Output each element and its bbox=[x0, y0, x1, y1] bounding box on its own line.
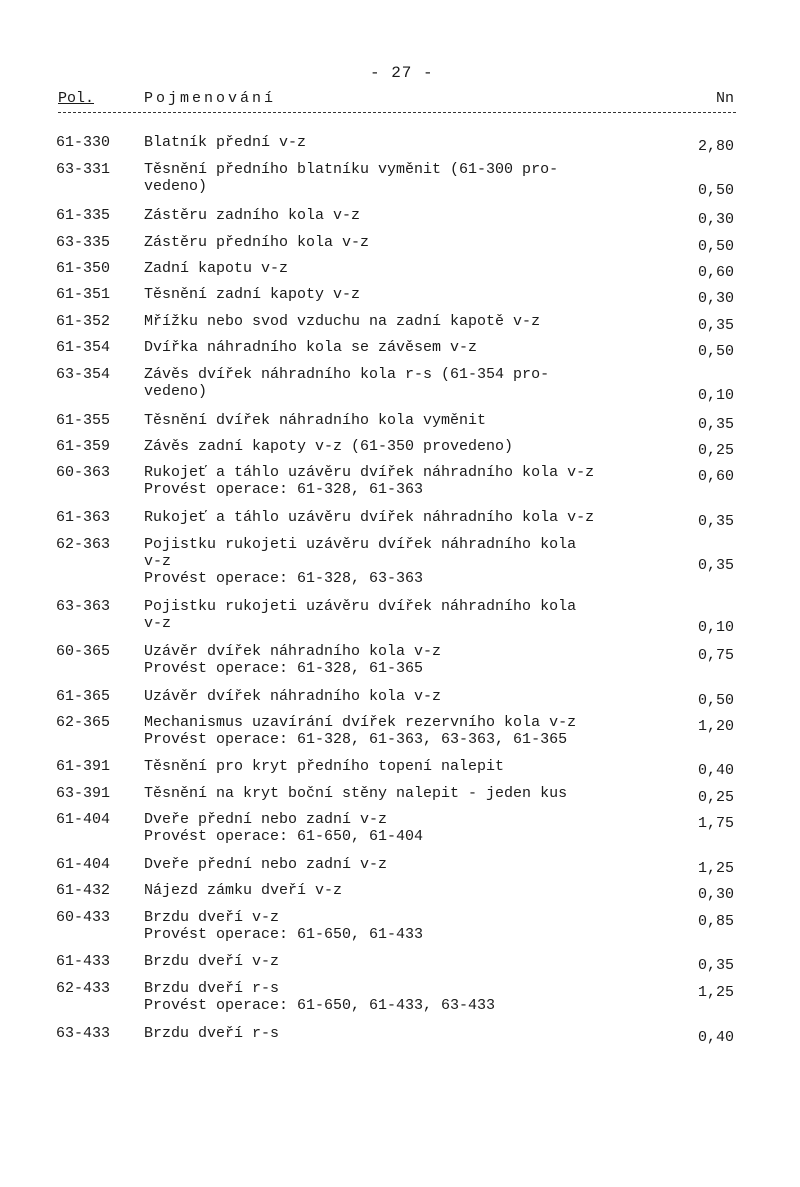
item-description-line: Brzdu dveří v-z bbox=[144, 953, 280, 970]
item-nn: 0,10 bbox=[697, 387, 734, 404]
list-item bbox=[56, 509, 736, 530]
item-nn: 0,75 bbox=[697, 647, 734, 664]
item-description-line: Závěs zadní kapoty v-z (61-350 provedeno) bbox=[144, 438, 514, 455]
table-header bbox=[58, 90, 736, 113]
item-description-line: Pojistku rukojeti uzávěru dvířek náhradního kola bbox=[144, 536, 577, 553]
item-description-line: Těsnění pro kryt předního topení nalepit bbox=[144, 758, 505, 775]
item-pol: 61-432 bbox=[56, 882, 111, 899]
item-nn: 0,25 bbox=[697, 789, 734, 806]
item-description bbox=[144, 785, 684, 802]
item-description-line: Uzávěr dvířek náhradního kola v-z bbox=[144, 688, 442, 705]
list-item bbox=[56, 412, 736, 433]
list-item bbox=[56, 339, 736, 360]
item-nn: 1,75 bbox=[697, 815, 734, 832]
item-description bbox=[144, 980, 684, 1014]
item-description-line: Mechanismus uzavírání dvířek rezervního kola v-z bbox=[144, 714, 577, 731]
item-description bbox=[144, 909, 684, 943]
list-item bbox=[56, 909, 736, 943]
item-nn: 0,35 bbox=[697, 957, 734, 974]
item-nn: 0,30 bbox=[697, 290, 734, 307]
item-pol: 60-365 bbox=[56, 643, 111, 660]
item-description-line: Zadní kapotu v-z bbox=[144, 260, 289, 277]
list-item bbox=[56, 313, 736, 334]
item-nn: 1,25 bbox=[697, 860, 734, 877]
item-nn: 1,25 bbox=[697, 984, 734, 1001]
item-description-line: Dveře přední nebo zadní v-z bbox=[144, 811, 388, 828]
item-pol: 61-359 bbox=[56, 438, 111, 455]
item-description bbox=[144, 366, 684, 400]
item-pol: 61-363 bbox=[56, 509, 111, 526]
item-pol: 61-335 bbox=[56, 207, 111, 224]
list-item bbox=[56, 464, 736, 498]
item-description-line: Zástěru zadního kola v-z bbox=[144, 207, 361, 224]
list-item bbox=[56, 785, 736, 806]
item-nn: 0,40 bbox=[697, 1029, 734, 1046]
item-pol: 63-335 bbox=[56, 234, 111, 251]
item-description bbox=[144, 412, 684, 429]
item-pol: 61-404 bbox=[56, 856, 111, 873]
item-description bbox=[144, 286, 684, 303]
list-item bbox=[56, 134, 736, 155]
item-description bbox=[144, 811, 684, 845]
list-item bbox=[56, 688, 736, 709]
list-item bbox=[56, 1025, 736, 1046]
item-description-line: Dvířka náhradního kola se závěsem v-z bbox=[144, 339, 478, 356]
item-description-line: Rukojeť a táhlo uzávěru dvířek náhradního kola v-z bbox=[144, 509, 595, 526]
header-nn: Nn bbox=[715, 90, 734, 107]
item-pol: 60-363 bbox=[56, 464, 111, 481]
item-description bbox=[144, 1025, 684, 1042]
item-description-line: Těsnění předního blatníku vyměnit (61-300 pro- bbox=[144, 161, 559, 178]
item-nn: 0,50 bbox=[697, 182, 734, 199]
item-description bbox=[144, 339, 684, 356]
list-item bbox=[56, 260, 736, 281]
list-item bbox=[56, 856, 736, 877]
list-item bbox=[56, 758, 736, 779]
item-nn: 0,35 bbox=[697, 557, 734, 574]
item-description bbox=[144, 643, 684, 677]
item-description bbox=[144, 536, 684, 587]
item-nn: 0,35 bbox=[697, 317, 734, 334]
item-description-line: Zástěru předního kola v-z bbox=[144, 234, 370, 251]
item-description bbox=[144, 438, 684, 455]
item-description-line: v-z bbox=[144, 615, 172, 632]
item-nn: 0,60 bbox=[697, 264, 734, 281]
item-nn: 0,85 bbox=[697, 913, 734, 930]
item-description-line: vedeno) bbox=[144, 178, 208, 195]
item-description bbox=[144, 313, 684, 330]
item-pol: 61-365 bbox=[56, 688, 111, 705]
item-description bbox=[144, 882, 684, 899]
item-nn: 0,60 bbox=[697, 468, 734, 485]
item-description bbox=[144, 598, 684, 632]
item-description-line: Provést operace: 61-650, 61-404 bbox=[144, 828, 424, 845]
item-description-line: Brzdu dveří r-s bbox=[144, 1025, 280, 1042]
item-pol: 61-330 bbox=[56, 134, 111, 151]
item-description-line: Provést operace: 61-328, 63-363 bbox=[144, 570, 424, 587]
item-description-line: Brzdu dveří v-z bbox=[144, 909, 280, 926]
item-pol: 63-391 bbox=[56, 785, 111, 802]
list-item bbox=[56, 980, 736, 1014]
page-number: - 27 - bbox=[370, 64, 434, 82]
item-description bbox=[144, 758, 684, 775]
item-description-line: v-z bbox=[144, 553, 172, 570]
item-pol: 63-363 bbox=[56, 598, 111, 615]
item-description bbox=[144, 134, 684, 151]
list-item bbox=[56, 882, 736, 903]
item-pol: 62-365 bbox=[56, 714, 111, 731]
item-nn: 0,35 bbox=[697, 416, 734, 433]
list-item bbox=[56, 286, 736, 307]
item-pol: 62-433 bbox=[56, 980, 111, 997]
item-description-line: vedeno) bbox=[144, 383, 208, 400]
item-nn: 0,25 bbox=[697, 442, 734, 459]
item-pol: 61-404 bbox=[56, 811, 111, 828]
item-description bbox=[144, 714, 684, 748]
item-pol: 63-331 bbox=[56, 161, 111, 178]
item-description-line: Provést operace: 61-328, 61-365 bbox=[144, 660, 424, 677]
item-description bbox=[144, 161, 684, 195]
list-item bbox=[56, 953, 736, 974]
list-item bbox=[56, 438, 736, 459]
item-description-line: Dveře přední nebo zadní v-z bbox=[144, 856, 388, 873]
item-pol: 61-352 bbox=[56, 313, 111, 330]
item-pol: 61-391 bbox=[56, 758, 111, 775]
item-pol: 61-354 bbox=[56, 339, 111, 356]
item-description bbox=[144, 953, 684, 970]
item-pol: 61-433 bbox=[56, 953, 111, 970]
item-nn: 0,30 bbox=[697, 886, 734, 903]
list-item bbox=[56, 161, 736, 199]
item-description-line: Závěs dvířek náhradního kola r-s (61-354 pro- bbox=[144, 366, 550, 383]
item-pol: 61-351 bbox=[56, 286, 111, 303]
item-nn: 0,30 bbox=[697, 211, 734, 228]
item-description bbox=[144, 207, 684, 224]
item-description-line: Těsnění dvířek náhradního kola vyměnit bbox=[144, 412, 487, 429]
header-name: Pojmenování bbox=[144, 90, 277, 107]
list-item bbox=[56, 234, 736, 255]
list-item bbox=[56, 811, 736, 845]
item-pol: 61-350 bbox=[56, 260, 111, 277]
item-nn: 2,80 bbox=[697, 138, 734, 155]
item-pol: 62-363 bbox=[56, 536, 111, 553]
item-description-line: Provést operace: 61-328, 61-363, 63-363, 61-365 bbox=[144, 731, 568, 748]
item-nn: 1,20 bbox=[697, 718, 734, 735]
item-description-line: Uzávěr dvířek náhradního kola v-z bbox=[144, 643, 442, 660]
item-nn: 0,50 bbox=[697, 238, 734, 255]
item-nn: 0,35 bbox=[697, 513, 734, 530]
item-description-line: Nájezd zámku dveří v-z bbox=[144, 882, 343, 899]
list-item bbox=[56, 598, 736, 636]
item-description bbox=[144, 688, 684, 705]
list-item bbox=[56, 643, 736, 677]
item-description bbox=[144, 856, 684, 873]
item-description bbox=[144, 234, 684, 251]
item-description-line: Brzdu dveří r-s bbox=[144, 980, 280, 997]
item-description bbox=[144, 260, 684, 277]
item-description-line: Blatník přední v-z bbox=[144, 134, 307, 151]
item-nn: 0,50 bbox=[697, 343, 734, 360]
item-description-line: Provést operace: 61-650, 61-433, 63-433 bbox=[144, 997, 496, 1014]
item-nn: 0,10 bbox=[697, 619, 734, 636]
item-description-line: Pojistku rukojeti uzávěru dvířek náhradního kola bbox=[144, 598, 577, 615]
header-pol: Pol. bbox=[58, 90, 95, 107]
item-description-line: Provést operace: 61-650, 61-433 bbox=[144, 926, 424, 943]
item-description-line: Těsnění zadní kapoty v-z bbox=[144, 286, 361, 303]
list-item bbox=[56, 714, 736, 748]
list-item bbox=[56, 207, 736, 228]
item-description bbox=[144, 464, 684, 498]
item-description-line: Rukojeť a táhlo uzávěru dvířek náhradního kola v-z bbox=[144, 464, 595, 481]
list-item bbox=[56, 536, 736, 587]
item-nn: 0,50 bbox=[697, 692, 734, 709]
item-description-line: Těsnění na kryt boční stěny nalepit - jeden kus bbox=[144, 785, 568, 802]
item-description-line: Provést operace: 61-328, 61-363 bbox=[144, 481, 424, 498]
item-pol: 63-354 bbox=[56, 366, 111, 383]
item-pol: 60-433 bbox=[56, 909, 111, 926]
item-pol: 61-355 bbox=[56, 412, 111, 429]
item-description bbox=[144, 509, 684, 526]
item-pol: 63-433 bbox=[56, 1025, 111, 1042]
item-description-line: Mřížku nebo svod vzduchu na zadní kapotě v-z bbox=[144, 313, 541, 330]
list-item bbox=[56, 366, 736, 404]
item-nn: 0,40 bbox=[697, 762, 734, 779]
